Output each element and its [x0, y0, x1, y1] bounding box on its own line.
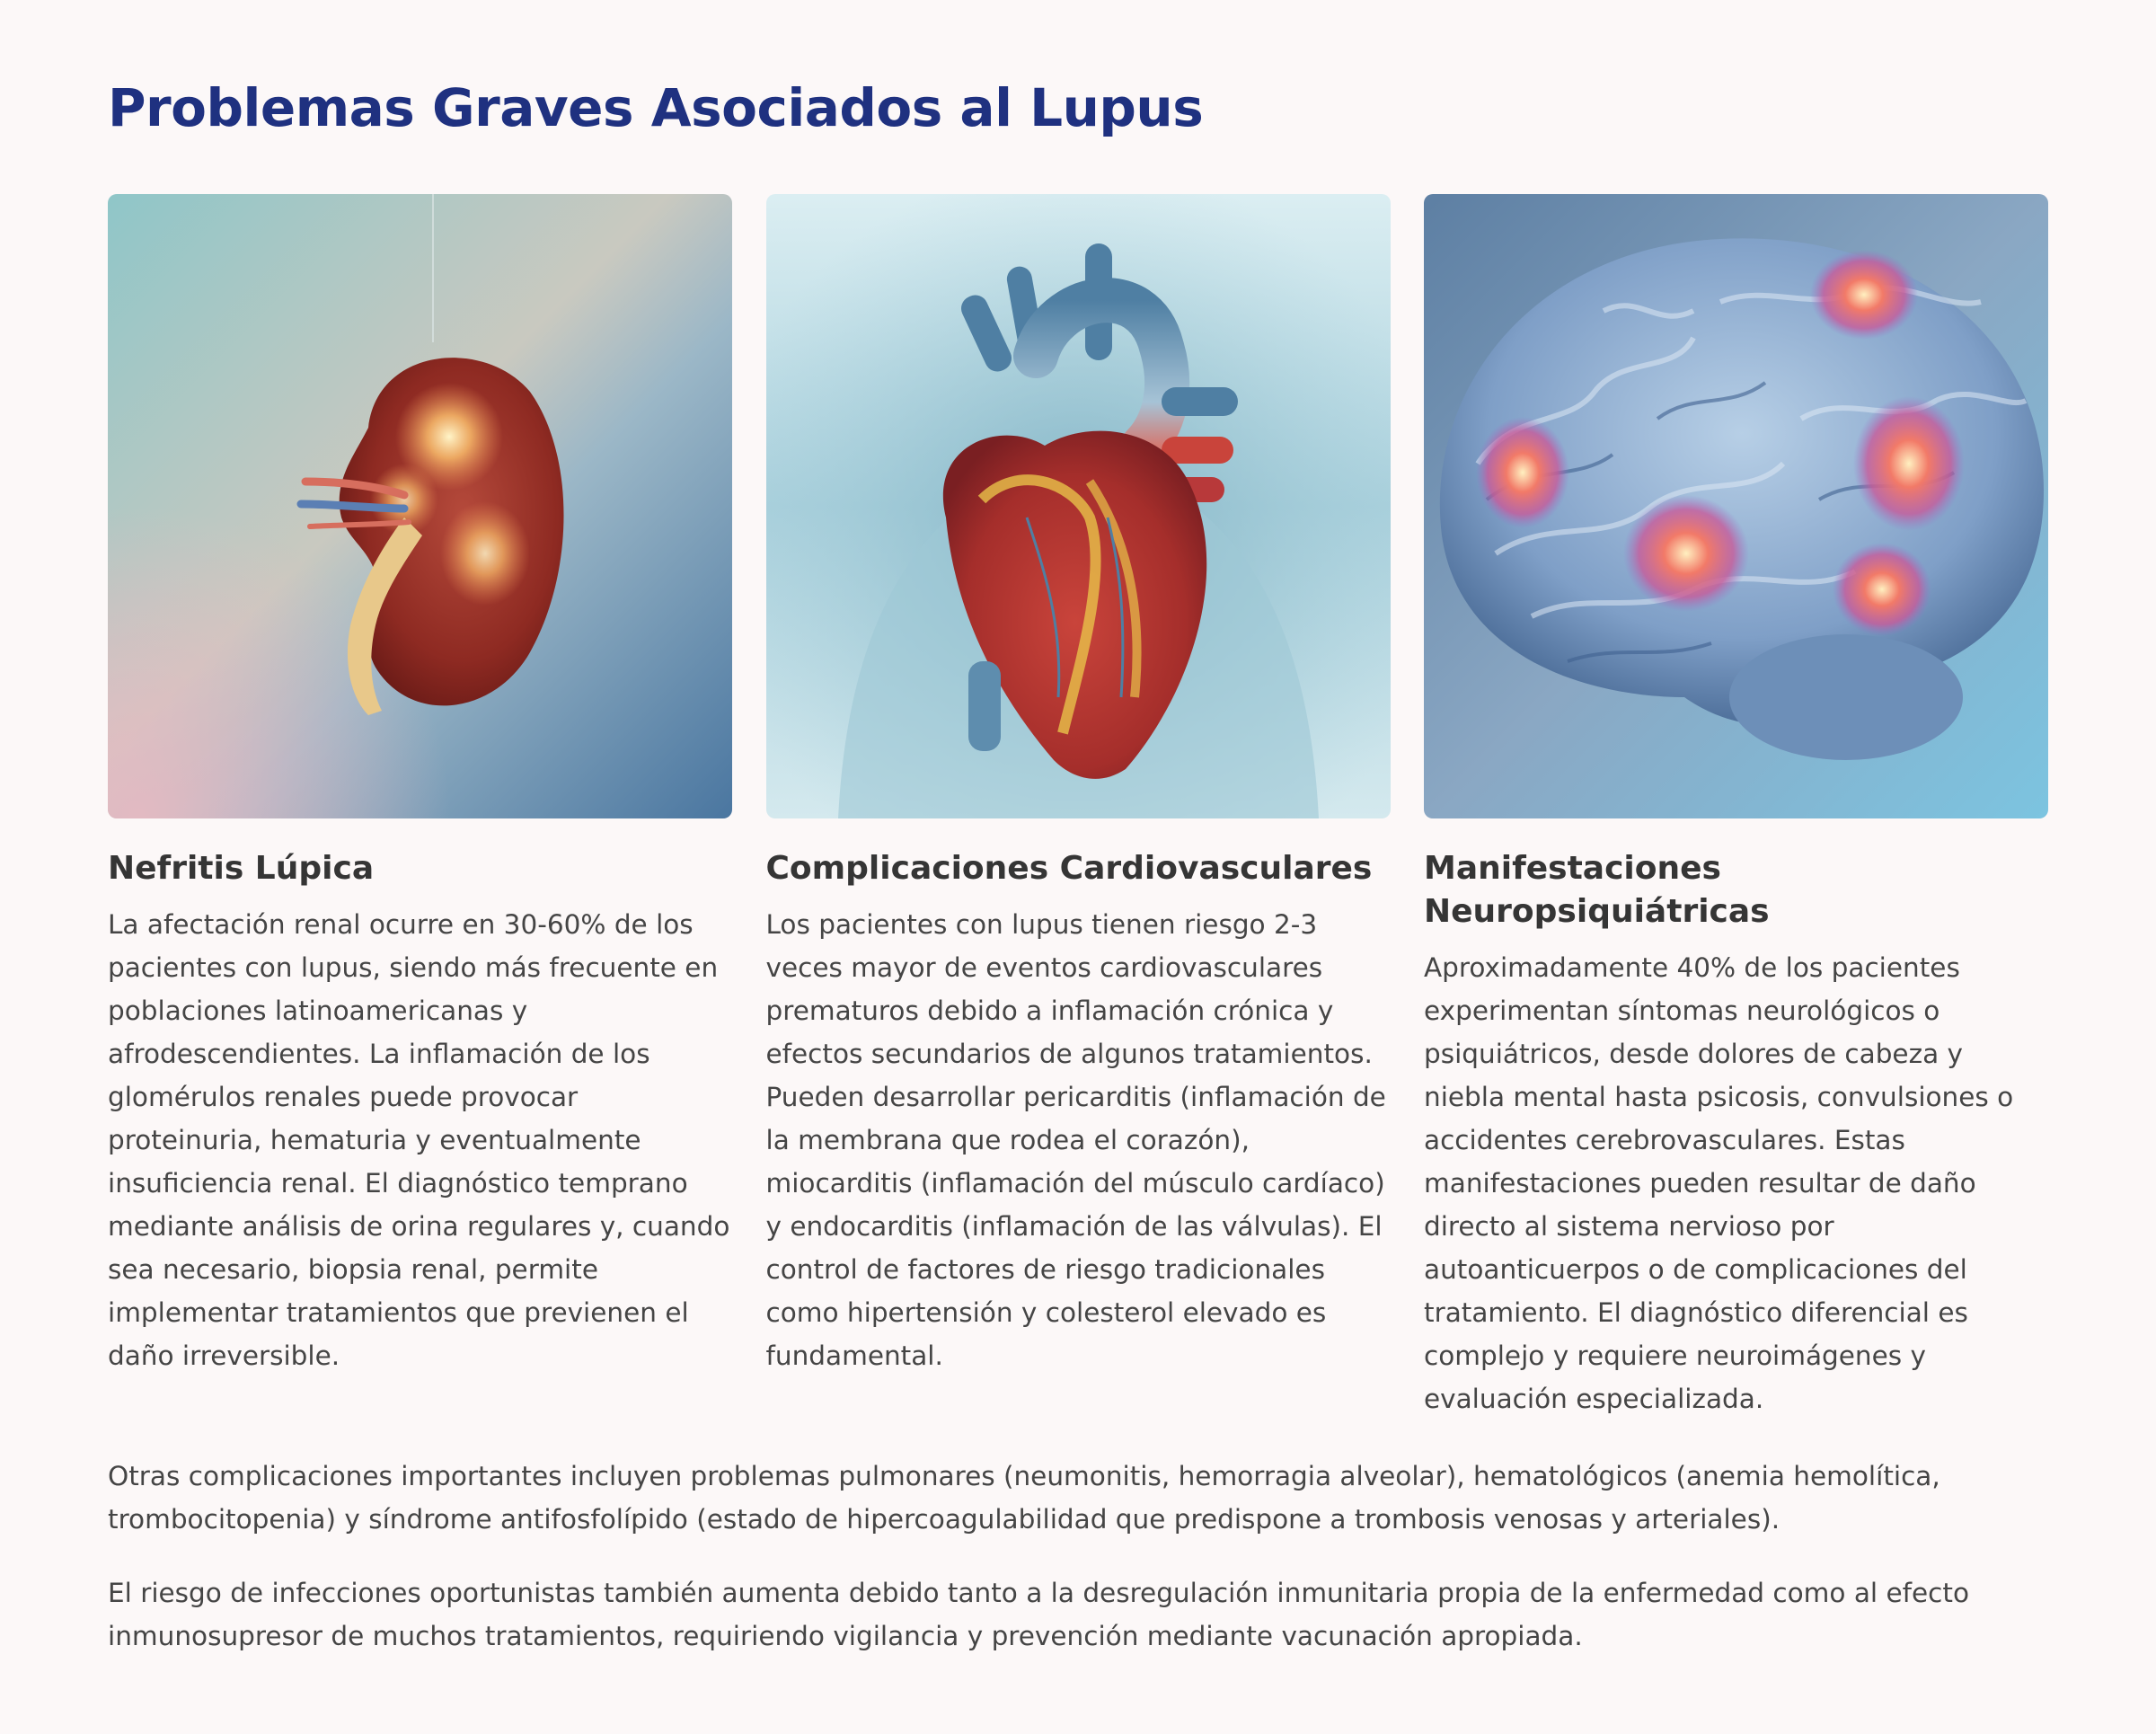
card-text: Aproximadamente 40% de los pacientes experimentan síntomas neurológicos o psiquiátricos, desde dolores de cabeza y niebla mental hasta psicosis, convulsiones o accidentes cerebrovasculares. Estas manifestaciones pueden resultar de daño directo al sistema nervioso por autoanticuerpos o de complicaciones del tratamiento. El diagnóstico diferencial es complejo y requiere neuroimágenes y evaluación especializada.	[1424, 952, 2014, 1414]
page-title: Problemas Graves Asociados al Lupus	[108, 77, 1204, 138]
card-title: Complicaciones Cardiovasculares	[765, 850, 1373, 887]
card-text: La afectación renal ocurre en 30-60% de los pacientes con lupus, siendo más frecuente en poblaciones latinoamericanas y afrodescendientes. La inflamación de los glomérulos renales puede provocar proteinuria, hematuria y eventualmente insuficiencia renal. El diagnóstico temprano mediante análisis de orina regulares y, cuando sea necesario, biopsia renal, permite implementar tratamientos que previenen el daño irreversible.	[108, 909, 730, 1371]
card-text: Los pacientes con lupus tienen riesgo 2-3 veces mayor de eventos cardiovasculares prematuros debido a inflamación crónica y efectos secundarios de algunos tratamientos. Pueden desarrollar pericarditis (inflamación de la membrana que rodea el corazón), miocarditis (inflamación del músculo cardíaco) y endocarditis (inflamación de las válvulas). El control de factores de riesgo tradicionales como hipertensión y colesterol elevado es fundamental.	[765, 909, 1386, 1371]
card-nefritis	[108, 194, 732, 1420]
paragraph-infecciones: El riesgo de infecciones oportunistas también aumenta debido tanto a la desregulación inmunitaria propia de la enfermedad como al efecto inmunosupresor de muchos tratamientos, requiriendo vigilancia y prevención mediante vacunación apropiada.	[108, 1578, 1969, 1651]
cards-row	[108, 194, 2048, 1420]
heart-illustration-icon	[766, 194, 1391, 818]
card-cardiovasculares	[766, 194, 1391, 1420]
card-neuropsiquiatricas	[1424, 194, 2048, 1420]
paragraph-otras-complicaciones: Otras complicaciones importantes incluyen problemas pulmonares (neumonitis, hemorragia alveolar), hematológicos (anemia hemolítica, trombocitopenia) y síndrome antifosfolípido (estado de hipercoagulabilidad que predispone a trombosis venosas y arteriales).	[108, 1461, 1940, 1535]
kidney-illustration-icon	[108, 194, 732, 818]
brain-illustration-icon	[1424, 194, 2048, 818]
card-title: Manifestaciones Neuropsiquiátricas	[1424, 850, 1770, 930]
card-title: Nefritis Lúpica	[108, 850, 375, 887]
additional-info	[108, 1455, 2048, 1658]
